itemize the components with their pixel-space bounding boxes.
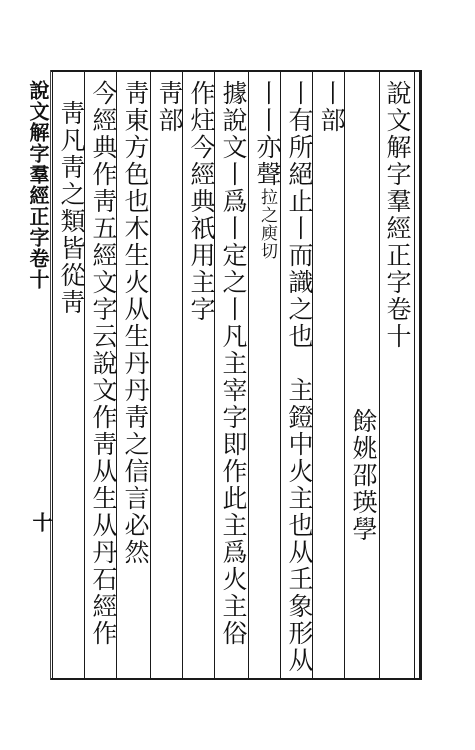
page-number: 十	[29, 512, 53, 532]
text-segment: 丨丨亦聲	[253, 80, 282, 188]
spine-title: 說文解字羣經正字卷十	[26, 80, 50, 290]
text-column: 丨有所絕止丨而識之也 主鐙中火主也从𡈼象形从	[285, 80, 314, 674]
frame-bottom-rule	[50, 678, 422, 680]
frame-right-rule	[419, 70, 422, 680]
column-divider	[344, 72, 345, 678]
text-column: 據說文丨爲丨定之丨凡主宰字即作此主爲火主俗	[219, 80, 248, 647]
column-divider	[248, 72, 249, 678]
column-divider	[150, 72, 151, 678]
column-divider	[52, 72, 53, 678]
pronunciation-note: 拉之庾切	[257, 188, 277, 260]
text-column: 靑凡靑之類皆從靑	[57, 100, 86, 316]
section-heading: 丨部	[317, 80, 346, 134]
volume-title: 說文解字羣經正字卷十	[383, 80, 412, 350]
text-column: 作炷今經典祇用主字	[187, 80, 216, 323]
text-column: 靑東方色也木生火从生丹丹靑之信言必然	[121, 80, 150, 566]
frame-top-rule	[50, 70, 422, 72]
column-divider	[379, 72, 380, 678]
author-line: 餘姚邵瑛學	[349, 408, 378, 543]
column-divider	[182, 72, 183, 678]
text-column	[252, 80, 282, 260]
text-column: 今經典作靑五經文字云說文作靑从生从丹石經作	[89, 80, 118, 647]
frame-right-inner-rule	[414, 70, 415, 680]
section-heading: 靑部	[155, 80, 184, 134]
